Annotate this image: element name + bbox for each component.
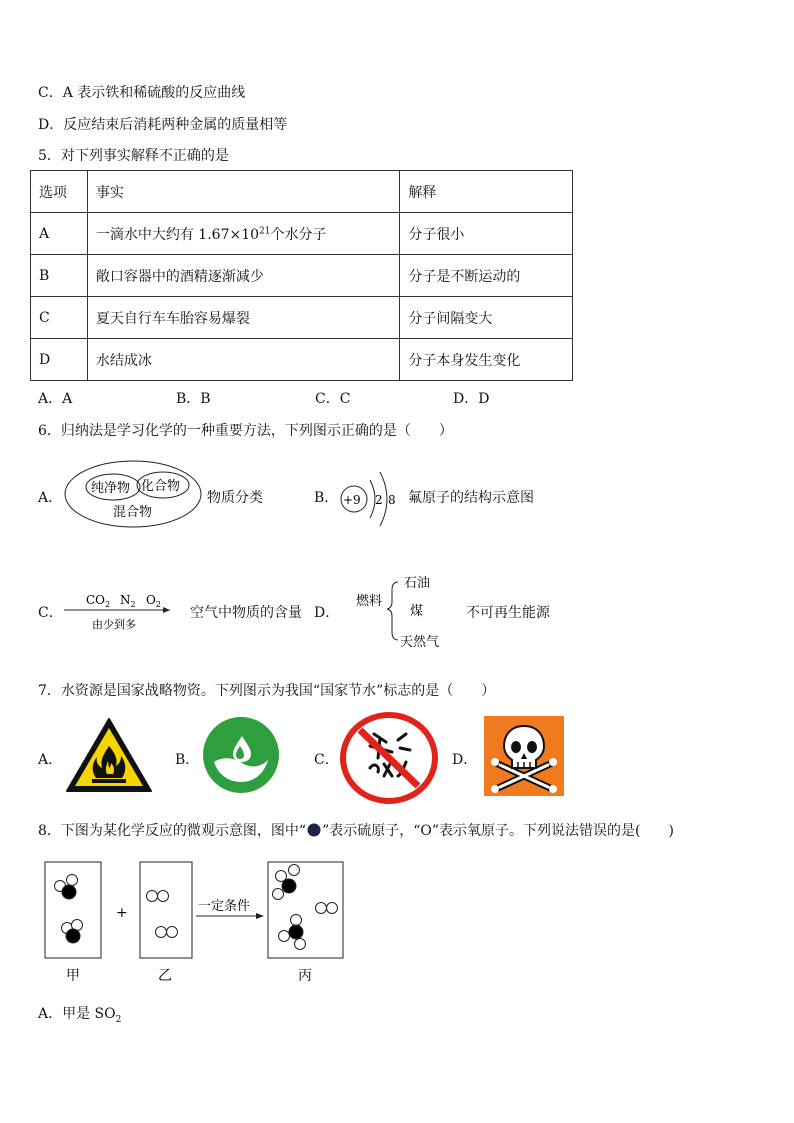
so2-molecule-1 (55, 875, 78, 900)
so3-molecule-1 (273, 865, 300, 900)
q8-answer-a-sub: 2 (115, 1014, 122, 1025)
option-d-text: D．反应结束后消耗两种金属的质量相等 (38, 117, 288, 133)
table-cell: 敞口容器中的酒精逐渐减少 (87, 255, 399, 297)
so3-molecule-2 (279, 915, 306, 950)
q6-option-b-label: B． (314, 490, 339, 506)
label-jia: 甲 (66, 968, 80, 984)
question-8-text-a: 8．下图为某化学反应的微观示意图，图中“ (38, 823, 307, 839)
question-8-text-b: ”表示硫原子，“O”表示氧原子。下列说法错误的是( ) (322, 823, 674, 839)
arrow-below-label: 由少到多 (92, 618, 136, 631)
n2-label: $N_2$ (120, 593, 136, 609)
q6-option-a-label: A． (38, 490, 63, 506)
plus-sign: + (116, 905, 128, 921)
answer-option-d[interactable]: D．D (453, 391, 490, 407)
q6-option-c-label: C． (38, 605, 63, 621)
shell-2-electrons: 8 (388, 493, 396, 507)
fact-exponent: 21 (259, 225, 271, 236)
q6-option-c-caption: 空气中物质的含量 (190, 605, 302, 621)
co2-label: $CO_2$ (86, 593, 111, 609)
so2-molecule-2 (62, 920, 83, 944)
table-cell: D (31, 339, 88, 381)
answer-option-c[interactable]: C．C (315, 391, 351, 407)
o2-molecule-remaining (316, 903, 338, 914)
substance-classification-diagram (62, 458, 207, 530)
flammable-warning-icon[interactable] (64, 716, 154, 794)
q7-option-d-label: D． (452, 752, 478, 768)
arrow-head (163, 607, 170, 613)
reaction-arrow-head (256, 913, 264, 919)
question-5-table (30, 170, 573, 381)
table-row (31, 255, 573, 297)
reaction-condition: 一定条件 (198, 899, 251, 914)
no-fireworks-icon[interactable] (340, 712, 438, 804)
fuel-label: 燃料 (356, 594, 383, 609)
answer-option-a[interactable]: A．A (38, 391, 73, 407)
question-6-text: 6．归纳法是学习化学的一种重要方法，下列图示正确的是（ ） (38, 423, 453, 439)
fact-text-tail: 个水分子 (270, 226, 327, 243)
answer-option-b[interactable]: B．B (176, 391, 211, 407)
q7-option-a-label: A． (38, 752, 63, 768)
fact-text: 一滴水中大约有 1.67×10 (95, 226, 260, 243)
question-7-text: 7．水资源是国家战略物资。下列图示为我国“国家节水”标志的是（ ） (38, 683, 496, 699)
table-cell: 分子本身发生变化 (400, 339, 573, 381)
fuel-classification-diagram (354, 570, 454, 652)
table-header-cell: 选项 (31, 171, 88, 213)
reaction-microscopic-diagram (40, 858, 350, 988)
fuel-item-2: 煤 (410, 604, 424, 619)
brace (387, 582, 398, 640)
q8-answer-a-text: A．甲是 SO (38, 1006, 116, 1022)
table-row (31, 213, 573, 255)
q6-option-d-label: D． (314, 605, 340, 621)
fuel-item-1: 石油 (404, 576, 431, 591)
box-yi (140, 862, 192, 958)
table-header-cell: 解释 (400, 171, 573, 213)
table-cell: B (31, 255, 88, 297)
label-yi: 乙 (158, 968, 172, 984)
table-row (31, 339, 573, 381)
q6-option-a-caption: 物质分类 (207, 490, 263, 506)
option-c-text: C．A 表示铁和稀硫酸的反应曲线 (38, 85, 246, 101)
water-saving-icon[interactable] (202, 716, 280, 794)
q6-option-b-caption: 氟原子的结构示意图 (408, 490, 534, 506)
shell-1-electrons: 2 (375, 493, 383, 507)
q6-option-d-caption: 不可再生能源 (466, 605, 550, 621)
question-5-text: 5．对下列事实解释不正确的是 (38, 148, 229, 164)
fuel-item-3: 天然气 (400, 635, 440, 650)
table-cell: 夏天自行车车胎容易爆裂 (87, 297, 399, 339)
inner-label-2: 化合物 (141, 479, 181, 494)
q7-option-b-label: B． (175, 752, 200, 768)
inner-label-1: 纯净物 (91, 481, 131, 496)
table-header-row (31, 171, 573, 213)
table-cell: 分子是不断运动的 (400, 255, 573, 297)
sulfur-atom-icon (306, 823, 322, 837)
outer-label: 混合物 (113, 505, 153, 520)
q8-answer-a[interactable] (38, 1003, 121, 1025)
q7-option-c-label: C． (314, 752, 339, 768)
table-row (31, 297, 573, 339)
o2-label: $O_2$ (146, 593, 161, 609)
table-header-cell: 事实 (87, 171, 399, 213)
table-cell: 分子间隔变大 (400, 297, 573, 339)
table-cell: C (31, 297, 88, 339)
table-cell: 水结成冰 (87, 339, 399, 381)
question-8-text (38, 820, 674, 840)
table-cell (87, 213, 399, 255)
table-cell: 分子很小 (400, 213, 573, 255)
o2-molecule-2 (156, 927, 178, 938)
nucleus-charge: +9 (343, 493, 361, 507)
o2-molecule-1 (147, 891, 169, 902)
toxic-skull-icon[interactable] (484, 716, 564, 796)
table-cell: A (31, 213, 88, 255)
air-content-arrow-diagram (62, 588, 182, 632)
label-bing: 丙 (298, 968, 312, 984)
atom-structure-diagram (338, 462, 406, 532)
